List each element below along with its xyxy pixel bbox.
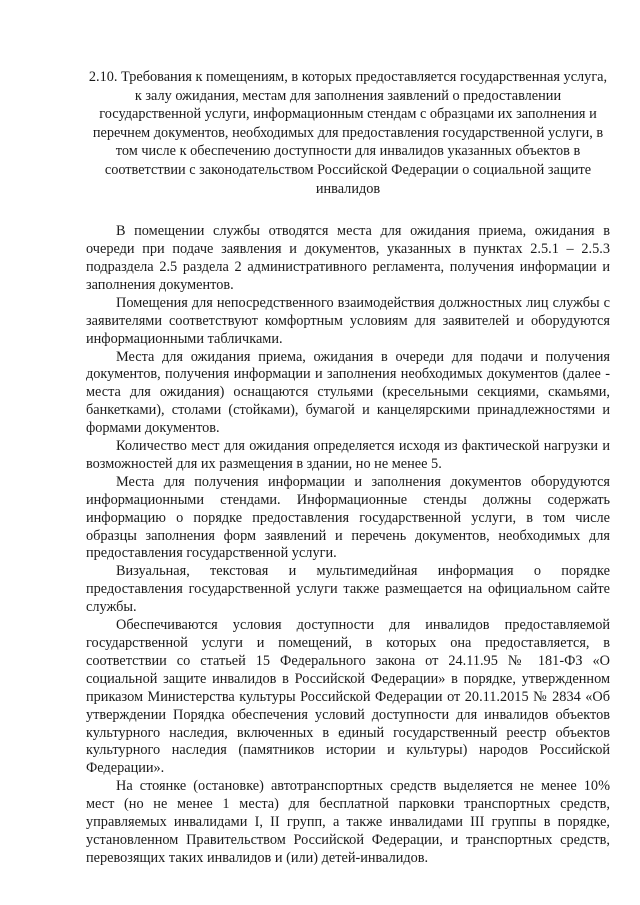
paragraph-seat-count: Количество мест для ожидания определяется исходя из фактической нагрузки и возможностей для их размещения в здании, но не менее 5. xyxy=(86,438,610,472)
paragraph-info-stands: Места для получения информации и заполнения документов оборудуются информационными стендами. Информационные стенды должны содержать информацию о порядке предоставления государственной услуги, в том числе образцы заполнения форм заявлений и перечень документов, необходимых для предоставления государственной услуги. xyxy=(86,473,610,562)
paragraph-interaction-rooms: Помещения для непосредственного взаимодействия должностных лиц службы с заявителями соответствуют комфортным условиям для заявителей и оборудуются информационными табличками. xyxy=(86,294,610,347)
document-page xyxy=(86,68,610,868)
paragraph-parking: На стоянке (остановке) автотранспортных средств выделяется не менее 10% мест (но не менее 1 места) для бесплатной парковки транспортных средств, управляемых инвалидами I, II групп, а также инвалидами III группы в порядке, установленном Правительством Российской Федерации, и транспортных средств, перевозящих таких инвалидов и (или) детей-инвалидов. xyxy=(86,778,610,866)
paragraph-waiting-equipment: Места для ожидания приема, ожидания в очереди для подачи и получения документов, получения информации и заполнения необходимых документов (далее - места для ожидания) оснащаются стульями (кресельными секциями, скамьями, банкетками), столами (стойками), бумагой и канцелярскими принадлежностями и формами документов. xyxy=(86,348,610,437)
section-heading: 2.10. Требования к помещениям, в которых предоставляется государственная услуга, к залу ожидания, местам для заполнения заявлений о предоставлении государственной услуги, информационным стендам с образцами их заполнения и перечнем документов, необходимых для предоставления государственной услуги, в том числе к обеспечению доступности для инвалидов указанных объектов в соответствии с законодательством Российской Федерации о социальной защите инвалидов xyxy=(88,69,608,197)
paragraph-multimedia-info: Визуальная, текстовая и мультимедийная информация о порядке предоставления государственной услуги также размещается на официальном сайте службы. xyxy=(86,563,610,616)
document-body xyxy=(86,223,610,868)
paragraph-waiting-areas: В помещении службы отводятся места для ожидания приема, ожидания в очереди при подаче заявления и документов, указанных в пунктах 2.5.1 – 2.5.3 подраздела 2.5 раздела 2 административного регламента, получения информации и заполнения документов. xyxy=(86,223,610,293)
paragraph-accessibility: Обеспечиваются условия доступности для инвалидов предоставляемой государственной услуги и помещений, в которых она предоставляется, в соответствии со статьей 15 Федерального закона от 24.11.95 № 181-ФЗ «О социальной защите инвалидов в Российской Федерации» в порядке, утвержденном приказом Министерства культуры Российской Федерации от 20.11.2015 № 2834 «Об утверждении Порядка обеспечения условий доступности для инвалидов объектов культурного наследия, включенных в единый государственный реестр объектов культурного наследия (памятников истории и культуры) народов Российской Федерации». xyxy=(86,617,610,777)
